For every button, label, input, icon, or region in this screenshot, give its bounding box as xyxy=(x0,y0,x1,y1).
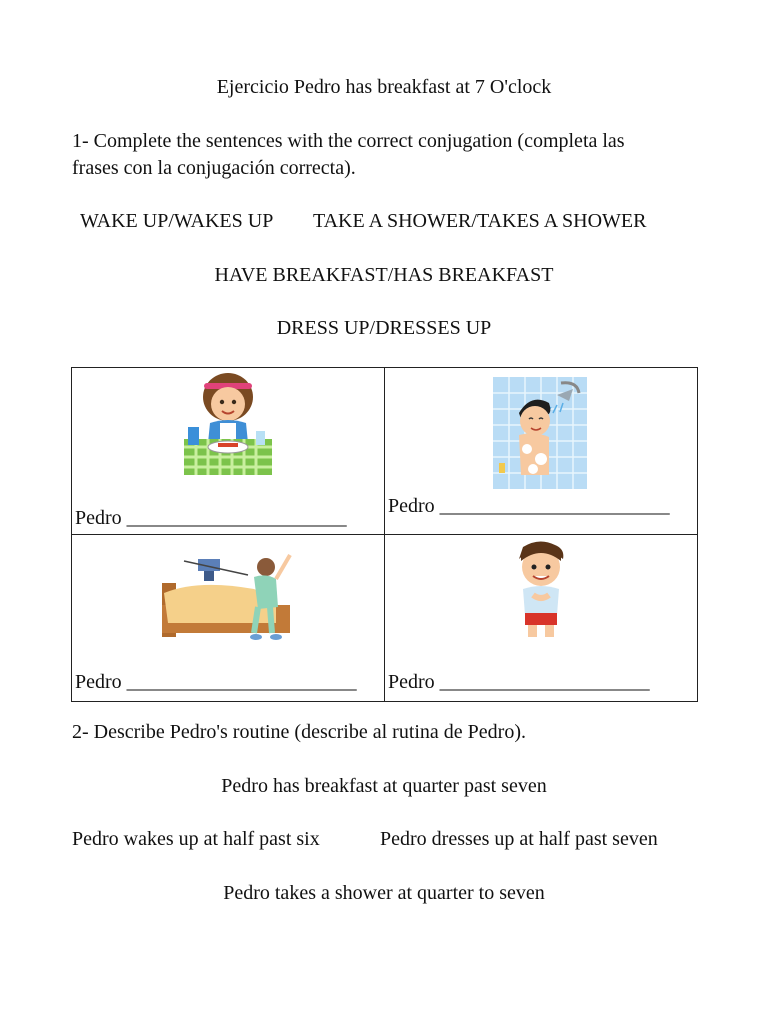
word-bank-wake-up: WAKE UP/WAKES UP xyxy=(80,210,274,232)
boy-shower-image xyxy=(491,375,589,491)
exercise-table xyxy=(71,367,698,702)
word-bank-dress-up: DRESS UP/DRESSES UP xyxy=(276,317,492,339)
routine-sentence-wake-up: Pedro wakes up at half past six xyxy=(72,828,320,850)
routine-sentence-shower: Pedro takes a shower at quarter to seven xyxy=(223,882,545,904)
routine-sentence-dress-up: Pedro dresses up at half past seven xyxy=(380,828,658,850)
table-cell-breakfast xyxy=(72,368,385,535)
cell-label-dress-up: Pedro _____________________ xyxy=(388,671,650,693)
table-cell-shower xyxy=(385,368,698,535)
cell-label-breakfast: Pedro ______________________ xyxy=(75,507,347,529)
girl-breakfast-image xyxy=(178,371,278,479)
exercise1-instruction-line2: frases con la conjugación correcta). xyxy=(72,157,356,179)
wake-up-bed-image xyxy=(158,549,304,641)
table-cell-wake-up xyxy=(72,535,385,702)
cell-label-shower: Pedro _______________________ xyxy=(388,495,670,517)
exercise2-instruction: 2- Describe Pedro's routine (describe al rutina de Pedro). xyxy=(72,721,527,743)
cell-label-wake-up: Pedro _______________________ xyxy=(75,671,357,693)
word-bank-take-shower: TAKE A SHOWER/TAKES A SHOWER xyxy=(313,210,647,232)
table-cell-dress-up xyxy=(385,535,698,702)
word-bank-have-breakfast: HAVE BREAKFAST/HAS BREAKFAST xyxy=(214,264,554,286)
worksheet-title: Ejercicio Pedro has breakfast at 7 O'clock xyxy=(216,76,552,98)
exercise1-instruction-line1: 1- Complete the sentences with the correct conjugation (completa las xyxy=(72,130,625,152)
routine-sentence-breakfast: Pedro has breakfast at quarter past seven xyxy=(221,775,547,797)
boy-dressing-image xyxy=(503,539,579,643)
